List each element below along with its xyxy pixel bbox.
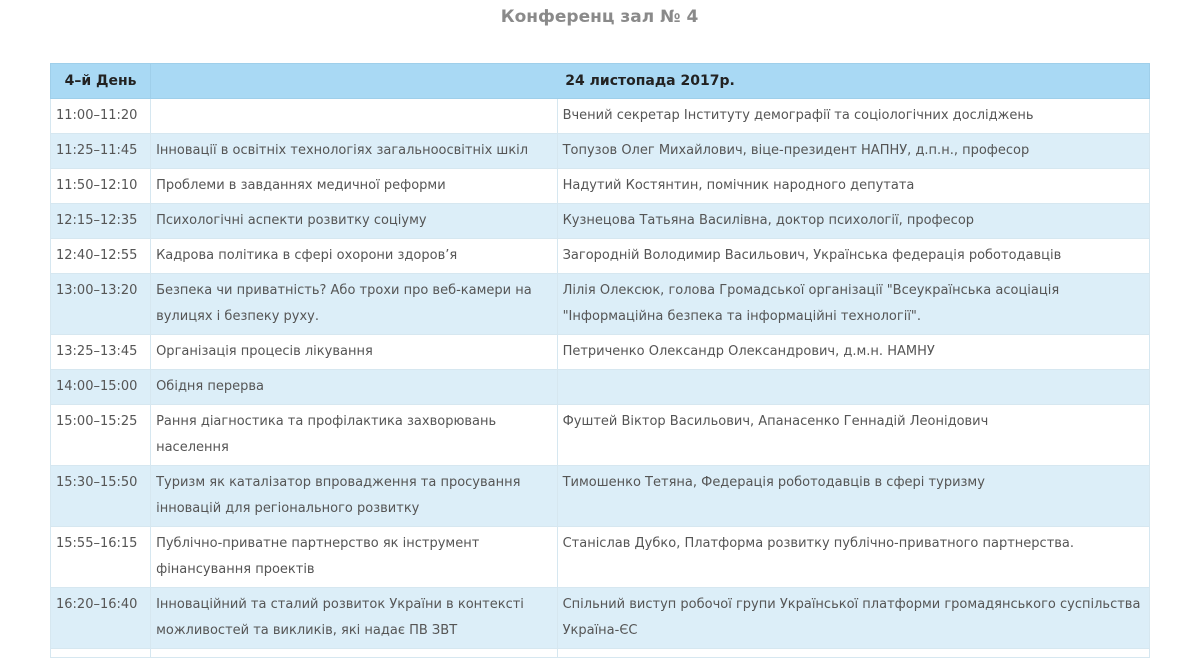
table-row bbox=[51, 588, 1150, 649]
table-row bbox=[51, 204, 1150, 239]
topic-cell: Організація процесів лікування bbox=[151, 335, 558, 370]
topic-cell: Інновації в освітніх технологіях загальноосвітніх шкіл bbox=[151, 134, 558, 169]
speaker-cell: Загородній Володимир Васильович, Українська федерація роботодавців bbox=[557, 239, 1149, 274]
time-cell bbox=[51, 649, 151, 658]
table-row bbox=[51, 405, 1150, 466]
time-cell: 12:40–12:55 bbox=[51, 239, 151, 274]
table-row bbox=[51, 134, 1150, 169]
topic-cell: Безпека чи приватність? Або трохи про веб-камери на вулицях і безпеку руху. bbox=[151, 274, 558, 335]
time-cell: 12:15–12:35 bbox=[51, 204, 151, 239]
speaker-cell: Петриченко Олександр Олександрович, д.м.н. НАМНУ bbox=[557, 335, 1149, 370]
time-cell: 11:25–11:45 bbox=[51, 134, 151, 169]
table-row bbox=[51, 169, 1150, 204]
topic-cell: Туризм як каталізатор впровадження та просування інновацій для регіонального розвитку bbox=[151, 466, 558, 527]
table-row bbox=[51, 466, 1150, 527]
table-row bbox=[51, 335, 1150, 370]
speaker-cell: Топузов Олег Михайлович, віце-президент НАПНУ, д.п.н., професор bbox=[557, 134, 1149, 169]
schedule-body bbox=[51, 99, 1150, 658]
time-cell: 16:20–16:40 bbox=[51, 588, 151, 649]
time-cell: 15:55–16:15 bbox=[51, 527, 151, 588]
speaker-cell: Надутий Костянтин, помічник народного депутата bbox=[557, 169, 1149, 204]
time-cell: 15:30–15:50 bbox=[51, 466, 151, 527]
speaker-cell: Спільний виступ робочої групи Української платформи громадянського суспільства Україна-ЄС bbox=[557, 588, 1149, 649]
speaker-cell bbox=[557, 649, 1149, 658]
time-cell: 15:00–15:25 bbox=[51, 405, 151, 466]
topic-cell: Психологічні аспекти розвитку соціуму bbox=[151, 204, 558, 239]
speaker-cell: Кузнецова Татьяна Василівна, доктор психології, професор bbox=[557, 204, 1149, 239]
topic-cell bbox=[151, 649, 558, 658]
speaker-cell: Станіслав Дубко, Платформа розвитку публічно-приватного партнерства. bbox=[557, 527, 1149, 588]
table-row bbox=[51, 99, 1150, 134]
speaker-cell: Фуштей Віктор Васильович, Апанасенко Геннадій Леонідович bbox=[557, 405, 1149, 466]
speaker-cell bbox=[557, 370, 1149, 405]
topic-cell: Обідня перерва bbox=[151, 370, 558, 405]
topic-cell bbox=[151, 99, 558, 134]
date-header: 24 листопада 2017р. bbox=[151, 64, 1150, 99]
topic-cell: Рання діагностика та профілактика захворювань населення bbox=[151, 405, 558, 466]
speaker-cell: Тимошенко Тетяна, Федерація роботодавців в сфері туризму bbox=[557, 466, 1149, 527]
topic-cell: Проблеми в завданнях медичної реформи bbox=[151, 169, 558, 204]
table-row bbox=[51, 274, 1150, 335]
table-row bbox=[51, 649, 1150, 658]
topic-cell: Публічно-приватне партнерство як інструмент фінансування проектів bbox=[151, 527, 558, 588]
time-cell: 13:00–13:20 bbox=[51, 274, 151, 335]
table-row bbox=[51, 527, 1150, 588]
schedule-table bbox=[50, 63, 1150, 658]
table-row bbox=[51, 370, 1150, 405]
time-cell: 11:50–12:10 bbox=[51, 169, 151, 204]
topic-cell: Кадрова політика в сфері охорони здоров’я bbox=[151, 239, 558, 274]
day-header: 4–й День bbox=[51, 64, 151, 99]
speaker-cell: Вчений секретар Інституту демографії та соціологічних досліджень bbox=[557, 99, 1149, 134]
time-cell: 13:25–13:45 bbox=[51, 335, 151, 370]
time-cell: 14:00–15:00 bbox=[51, 370, 151, 405]
time-cell: 11:00–11:20 bbox=[51, 99, 151, 134]
speaker-cell: Лілія Олексюк, голова Громадської організації "Всеукраїнська асоціація "Інформаційна безпека та інформаційні технології". bbox=[557, 274, 1149, 335]
hall-title: Конференц зал № 4 bbox=[500, 7, 699, 27]
table-header-row bbox=[51, 64, 1150, 99]
topic-cell: Інноваційний та сталий розвиток України в контексті можливостей та викликів, які надає ПВ ЗВТ bbox=[151, 588, 558, 649]
table-row bbox=[51, 239, 1150, 274]
